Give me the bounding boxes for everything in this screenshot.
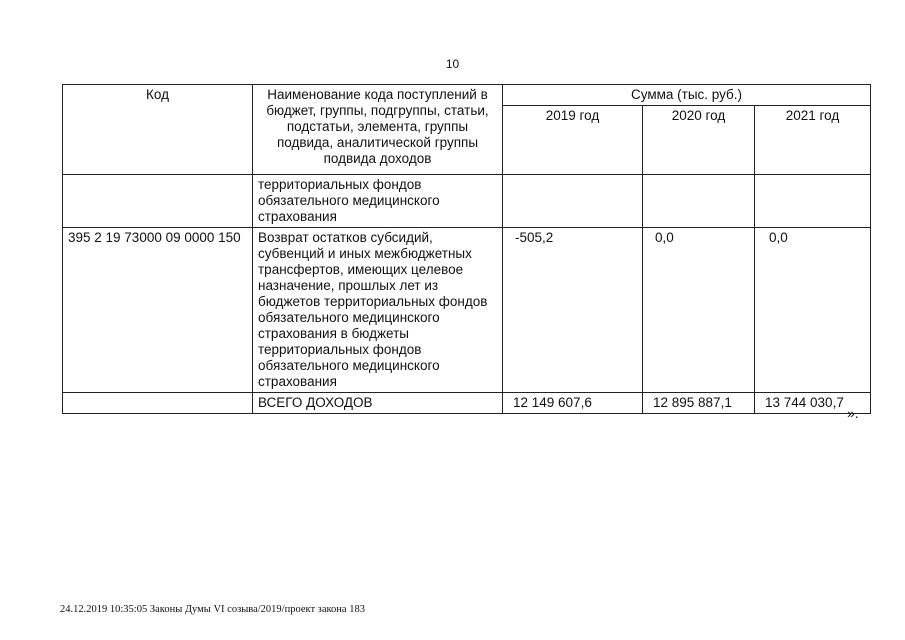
table-row bbox=[63, 228, 871, 393]
row-value-2021 bbox=[755, 175, 871, 228]
table-row bbox=[63, 175, 871, 228]
row-value-2020: 0,0 bbox=[643, 228, 755, 393]
header-sum: Сумма (тыс. руб.) bbox=[503, 85, 871, 106]
row-name: территориальных фондов обязательного медицинского страхования bbox=[253, 175, 503, 228]
revenue-table bbox=[62, 84, 871, 414]
total-value-2020: 12 895 887,1 bbox=[643, 393, 755, 414]
header-year-2021: 2021 год bbox=[755, 106, 871, 175]
row-value-2019: -505,2 bbox=[503, 228, 643, 393]
row-name: Возврат остатков субсидий, субвенций и иных межбюджетных трансфертов, имеющих целевое назначение, прошлых лет из бюджетов территориальных фондов обязательного медицинского страхования в бюджеты территориальных фондов обязательного медицинского страхования bbox=[253, 228, 503, 393]
total-value-2019: 12 149 607,6 bbox=[503, 393, 643, 414]
header-row bbox=[63, 85, 871, 106]
total-row bbox=[63, 393, 871, 414]
footer-stamp: 24.12.2019 10:35:05 Законы Думы VI созыва/2019/проект закона 183 bbox=[60, 604, 365, 615]
row-code bbox=[63, 175, 253, 228]
header-year-2020: 2020 год bbox=[643, 106, 755, 175]
page-number: 10 bbox=[445, 57, 460, 71]
row-value-2020 bbox=[643, 175, 755, 228]
row-value-2021: 0,0 bbox=[755, 228, 871, 393]
header-name: Наименование кода поступлений в бюджет, группы, подгруппы, статьи, подстатьи, элемента, группы подвида, аналитической группы подвида доходов bbox=[253, 85, 503, 175]
closing-quote: ». bbox=[847, 405, 859, 421]
header-year-2019: 2019 год bbox=[503, 106, 643, 175]
total-value-2021: 13 744 030,7 bbox=[755, 393, 871, 414]
row-value-2019 bbox=[503, 175, 643, 228]
row-code: 395 2 19 73000 09 0000 150 bbox=[63, 228, 253, 393]
header-code: Код bbox=[63, 85, 253, 175]
total-label: ВСЕГО ДОХОДОВ bbox=[253, 393, 503, 414]
total-code-empty bbox=[63, 393, 253, 414]
